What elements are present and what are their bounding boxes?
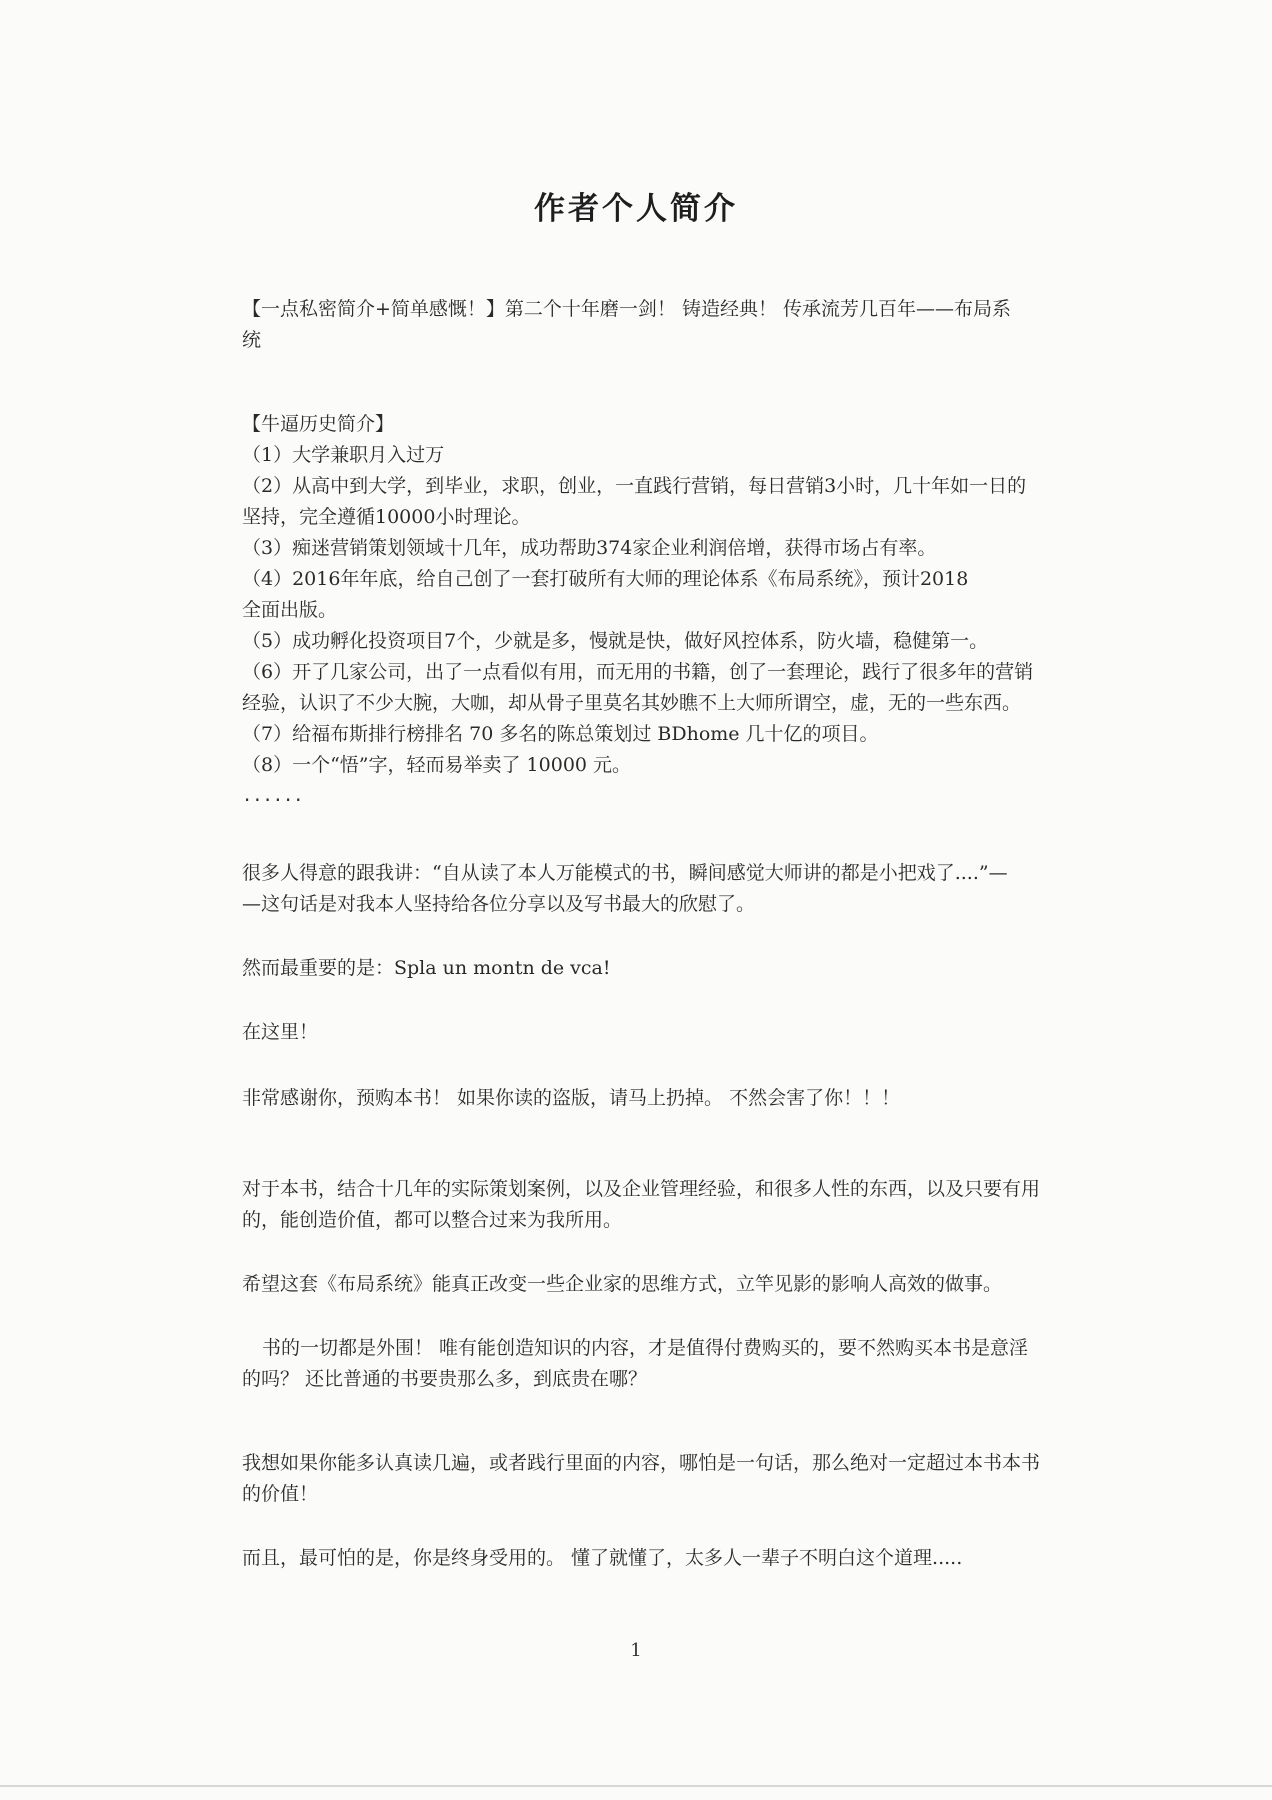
history-item: （7）给福布斯排行榜排名 70 多名的陈总策划过 BDhome 几十亿的项目。 bbox=[242, 723, 879, 745]
history-item: （4）2016年年底，给自己创了一套打破所有大师的理论体系《布局系统》，预计2018 bbox=[242, 568, 969, 590]
ellipsis: ...... bbox=[242, 786, 304, 806]
history-item: （5）成功孵化投资项目7个，少就是多，慢就是快，做好风控体系，防火墙，稳健第一。 bbox=[242, 630, 989, 652]
quote-line: 很多人得意的跟我讲：“自从读了本人万能模式的书，瞬间感觉大师讲的都是小把戏了....”— bbox=[242, 862, 1008, 884]
history-item: （3）痴迷营销策划领域十几年，成功帮助374家企业利润倍增，获得市场占有率。 bbox=[242, 537, 937, 559]
value-line-cont: 的吗？ 还比普通的书要贵那么多，到底贵在哪？ bbox=[242, 1368, 648, 1390]
book-description-line-cont: 的，能创造价值，都可以整合过来为我所用。 bbox=[242, 1209, 623, 1231]
history-heading: 【牛逼历史简介】 bbox=[242, 413, 395, 435]
read-line: 我想如果你能多认真读几遍，或者践行里面的内容，哪怕是一句话，那么绝对一定超过本书本书 bbox=[242, 1452, 1041, 1474]
history-item: （6）开了几家公司，出了一点看似有用，而无用的书籍，创了一套理论，践行了很多年的营销 bbox=[242, 661, 1034, 683]
important-line: 然而最重要的是：Spla un montn de vca! bbox=[242, 957, 611, 979]
intro-line-cont: 统 bbox=[242, 329, 262, 351]
history-item-cont: 坚持，完全遵循10000小时理论。 bbox=[242, 506, 531, 528]
page-title: 作者个人简介 bbox=[534, 191, 738, 227]
page-number: 1 bbox=[630, 1640, 642, 1661]
history-item-cont: 全面出版。 bbox=[242, 599, 338, 621]
read-line-cont: 的价值！ bbox=[242, 1483, 319, 1505]
thanks-line: 非常感谢你，预购本书！ 如果你读的盗版，请马上扔掉。 不然会害了你！！！ bbox=[242, 1087, 901, 1109]
history-item: （2）从高中到大学，到毕业，求职，创业，一直践行营销，每日营销3小时，几十年如一日的 bbox=[242, 475, 1027, 497]
history-item: （1）大学兼职月入过万 bbox=[242, 444, 445, 466]
quote-line-cont: —这句话是对我本人坚持给各位分享以及写书最大的欣慰了。 bbox=[242, 893, 756, 915]
scan-edge-divider bbox=[0, 1785, 1272, 1787]
here-line: 在这里！ bbox=[242, 1021, 319, 1043]
history-item-cont: 经验，认识了不少大腕，大咖，却从骨子里莫名其妙瞧不上大师所谓空，虚，无的一些东西。 bbox=[242, 692, 1022, 714]
book-description-line: 对于本书，结合十几年的实际策划案例，以及企业管理经验，和很多人性的东西，以及只要有用 bbox=[242, 1178, 1041, 1200]
final-line: 而且，最可怕的是，你是终身受用的。 懂了就懂了，太多人一辈子不明白这个道理..... bbox=[242, 1547, 963, 1569]
body-text bbox=[242, 294, 1102, 1574]
value-line: 书的一切都是外围！ 唯有能创造知识的内容，才是值得付费购买的，要不然购买本书是意淫 bbox=[262, 1337, 1029, 1359]
hope-line: 希望这套《布局系统》能真正改变一些企业家的思维方式，立竿见影的影响人高效的做事。 bbox=[242, 1273, 1003, 1295]
intro-line: 【一点私密简介+简单感慨！】第二个十年磨一剑！ 铸造经典！ 传承流芳几百年——布局系 bbox=[242, 298, 1012, 320]
history-item: （8）一个“悟”字，轻而易举卖了 10000 元。 bbox=[242, 754, 632, 776]
